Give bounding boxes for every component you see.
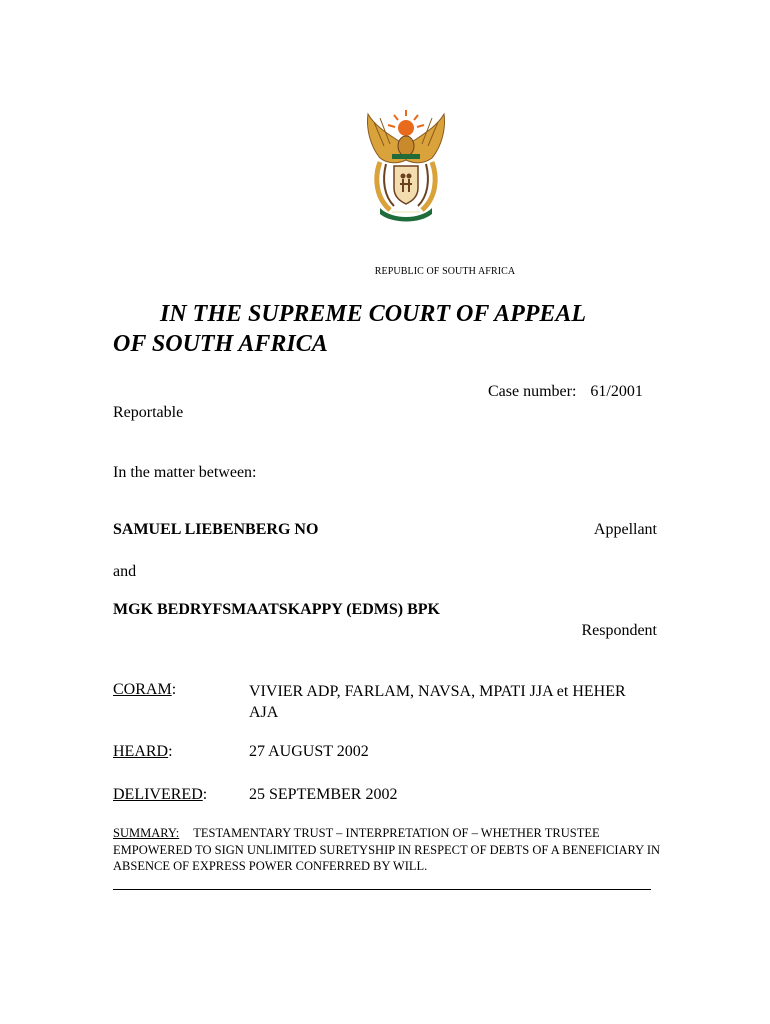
case-number-value: 61/2001 — [590, 383, 643, 400]
summary — [113, 825, 661, 875]
court-title-line2: OF SOUTH AFRICA — [113, 331, 328, 357]
appellant-name: SAMUEL LIEBENBERG NO — [113, 521, 319, 538]
delivered-value: 25 SEPTEMBER 2002 — [249, 786, 398, 803]
respondent-role: Respondent — [581, 622, 657, 639]
appellant-role: Appellant — [593, 521, 657, 538]
matter-intro: In the matter between: — [113, 464, 257, 481]
coat-of-arms-emblem — [362, 106, 450, 224]
delivered-label: DELIVERED: — [113, 786, 208, 803]
coram-label: CORAM: — [113, 681, 177, 698]
respondent-name: MGK BEDRYFSMAATSKAPPY (EDMS) BPK — [113, 601, 440, 618]
court-title-line1: IN THE SUPREME COURT OF APPEAL — [160, 301, 587, 327]
divider-line — [113, 889, 651, 890]
conjunction: and — [113, 563, 137, 580]
republic-label: REPUBLIC OF SOUTH AFRICA — [374, 266, 516, 277]
case-number-label: Case number: — [488, 383, 577, 400]
heard-value: 27 AUGUST 2002 — [249, 743, 369, 760]
reportable-label: Reportable — [113, 404, 184, 421]
summary-text: TESTAMENTARY TRUST – INTERPRETATION OF – WHETHER TRUSTEE EMPOWERED TO SIGN UNLIMITED SURETYSHIP IN RESPECT OF DEBTS OF A BENEFICIARY IN ABSENCE OF EXPRESS POWER CONFERRED BY WILL. — [113, 826, 661, 873]
heard-label: HEARD: — [113, 743, 173, 760]
coram-value: VIVIER ADP, FARLAM, NAVSA, MPATI JJA et HEHER AJA — [249, 683, 626, 721]
summary-label: SUMMARY: — [113, 826, 180, 840]
case-number — [488, 383, 643, 401]
